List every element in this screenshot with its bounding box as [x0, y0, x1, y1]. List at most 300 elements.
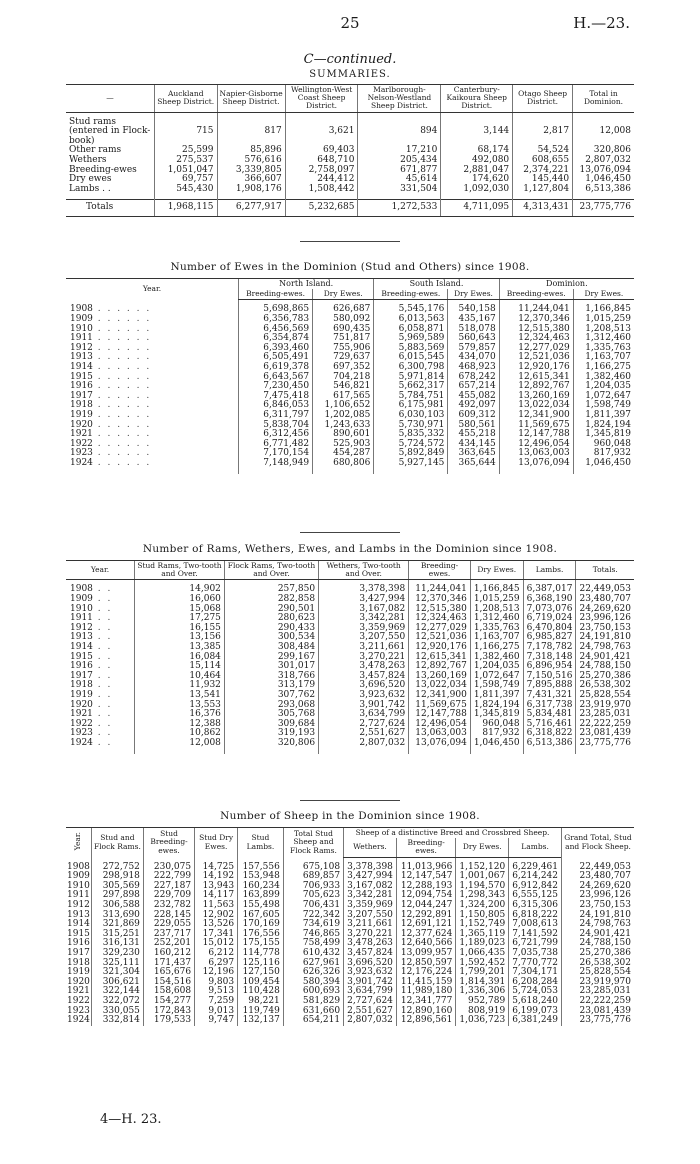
rams-value: 308,484: [224, 643, 318, 653]
summary-value: 275,537: [155, 156, 218, 166]
rams-value: 3,167,082: [319, 605, 409, 615]
year-cell: 1924 . . . . . .: [70, 457, 152, 468]
rams-value: 12,341,900: [409, 691, 471, 701]
sheep-value: 23,775,776: [562, 1016, 635, 1026]
ewes-value: 7,475,418: [239, 392, 313, 402]
sheep-value: 321,869: [91, 920, 143, 930]
ewes-value: 1,345,819: [573, 430, 634, 440]
year-cell: 1911 . .: [70, 613, 113, 624]
sheep-value: 6,818,222: [509, 911, 562, 921]
summary-value: 366,607: [217, 175, 285, 185]
rams-value: 3,427,994: [319, 595, 409, 605]
sheep-value: 6,297: [195, 959, 238, 969]
year-cell: 1919: [67, 967, 90, 978]
ewes-value: 5,835,332: [374, 430, 448, 440]
sheep-value: 746,865: [283, 930, 343, 940]
sheep-value: 1,152,120: [456, 863, 509, 873]
year-cell-text: 1913: [70, 632, 93, 643]
sheep-value: 3,696,520: [344, 959, 397, 969]
year-cell-text: 1912: [70, 342, 93, 353]
sheep-value: 3,457,824: [344, 949, 397, 959]
summary-value: 25,599: [155, 146, 218, 156]
year-cell-text: 1910: [70, 323, 93, 334]
dominion-head: Dominion.: [499, 279, 634, 290]
year-column-head: Year.: [66, 279, 239, 300]
sheep-value: 6,208,284: [509, 978, 562, 988]
grand-total-head: Grand Total, Stud and Flock Sheep.: [562, 828, 635, 858]
ewes-value: 1,598,749: [573, 401, 634, 411]
sheep-value: 1,365,119: [456, 930, 509, 940]
rams-value: 16,060: [135, 595, 225, 605]
summary-value: 244,412: [285, 175, 358, 185]
ewes-row: [66, 459, 634, 469]
rams-value: 12,008: [135, 739, 225, 749]
ewes-table-title: Number of Ewes in the Dominion (Stud and Others) since 1908.: [170, 261, 530, 273]
rams-value: 3,270,221: [319, 653, 409, 663]
north-island-head: North Island.: [239, 279, 374, 290]
year-cell: 1915: [67, 928, 90, 939]
breeding-ewes-head: Breeding-ewes.: [374, 289, 448, 300]
sheep-value: 12,044,247: [396, 901, 455, 911]
ewes-value: 434,145: [448, 440, 499, 450]
rams-value: 12,920,176: [409, 643, 471, 653]
summary-value: 17,210: [358, 146, 441, 156]
year-cell-text: 1916: [70, 381, 93, 392]
year-column-head-text: Year.: [73, 832, 83, 851]
continued-heading: C—continued.: [303, 52, 397, 67]
sheep-value: 3,923,632: [344, 968, 397, 978]
sheep-value: 228,145: [143, 911, 194, 921]
ewes-value: 1,312,460: [573, 334, 634, 344]
rams-value: 25,828,554: [576, 691, 634, 701]
rams-value: 2,727,624: [319, 720, 409, 730]
ewes-value: 5,969,589: [374, 334, 448, 344]
rams-value: 6,470,804: [523, 624, 576, 634]
ewes-value: 11,569,675: [499, 421, 573, 431]
sheep-value: 157,556: [238, 863, 284, 873]
year-cell-text: 1912: [70, 622, 93, 633]
sheep-value: 23,919,970: [562, 978, 635, 988]
year-cell: 1908 . .: [70, 584, 113, 595]
sheep-value: 581,829: [283, 997, 343, 1007]
sheep-value: 734,619: [283, 920, 343, 930]
year-cell: 1909 . . . . . .: [70, 314, 152, 324]
breeding-ewes-head: Breeding-ewes.: [239, 289, 313, 300]
ewes-value: 704,218: [313, 373, 374, 383]
year-cell-text: 1919: [70, 689, 93, 700]
rams-value: 12,147,788: [409, 710, 471, 720]
sheep-value: 154,516: [143, 978, 194, 988]
rams-value: 24,191,810: [576, 633, 634, 643]
rams-value: 13,156: [135, 633, 225, 643]
sheep-value: 706,933: [283, 882, 343, 892]
sheep-value: 675,108: [283, 863, 343, 873]
ewes-value: 1,106,652: [313, 401, 374, 411]
sheep-value: 1,189,023: [456, 939, 509, 949]
year-cell: 1920: [67, 976, 90, 987]
year-cell-text: 1919: [70, 409, 93, 420]
ewes-value: 817,932: [573, 449, 634, 459]
year-cell-text: 1918: [70, 680, 93, 691]
ewes-value: 751,817: [313, 334, 374, 344]
rams-value: 11,569,675: [409, 701, 471, 711]
rams-value: 1,312,460: [470, 614, 523, 624]
sheep-value: 12,890,160: [396, 1007, 455, 1017]
ewes-value: 435,167: [448, 315, 499, 325]
rams-value: 305,768: [224, 710, 318, 720]
sheep-value: 153,948: [238, 872, 284, 882]
sheep-value: 272,752: [91, 863, 143, 873]
year-cell: 1922 . .: [70, 718, 113, 729]
sheep-value: 11,013,966: [396, 863, 455, 873]
breed-column-head: Lambs.: [509, 838, 562, 857]
ewes-value: 455,082: [448, 392, 499, 402]
sheep-value: 7,008,613: [509, 920, 562, 930]
section-rule: [300, 532, 400, 533]
summary-value: 648,710: [285, 156, 358, 166]
sheep-value: 175,155: [238, 939, 284, 949]
sheep-value: 3,167,082: [344, 882, 397, 892]
rams-value: 24,788,150: [576, 662, 634, 672]
ewes-value: 12,920,176: [499, 363, 573, 373]
ewes-value: 12,370,346: [499, 315, 573, 325]
sheep-value: 7,770,772: [509, 959, 562, 969]
total-value: 5,232,685: [285, 200, 358, 217]
sheep-value: 5,724,053: [509, 987, 562, 997]
ewes-value: 890,601: [313, 430, 374, 440]
summary-value: 671,877: [358, 166, 441, 176]
summary-value: 205,434: [358, 156, 441, 166]
year-cell-text: 1917: [70, 670, 93, 681]
year-cell: 1924 . .: [70, 737, 113, 748]
rams-value: 24,269,620: [576, 605, 634, 615]
rams-value: 16,155: [135, 624, 225, 634]
sheep-value: 627,961: [283, 959, 343, 969]
sheep-value: 305,569: [91, 882, 143, 892]
sheep-value: 24,901,421: [562, 930, 635, 940]
rams-value: 3,634,799: [319, 710, 409, 720]
rams-value: 3,359,969: [319, 624, 409, 634]
section-rule: [300, 800, 400, 801]
sheep-value: 23,480,707: [562, 872, 635, 882]
year-cell-text: 1909: [70, 314, 93, 324]
sheep-value: 227,187: [143, 882, 194, 892]
summary-value: 1,508,442: [285, 185, 358, 195]
rams-value: 12,892,767: [409, 662, 471, 672]
ewes-value: 12,147,788: [499, 430, 573, 440]
summary-row-label: Lambs . .: [69, 183, 111, 194]
ewes-value: 5,971,814: [374, 373, 448, 383]
ewes-value: 690,435: [313, 325, 374, 335]
south-island-head: South Island.: [374, 279, 499, 290]
year-cell: 1915 . .: [70, 651, 113, 662]
summary-value: 1,092,030: [441, 185, 513, 195]
ewes-value: 5,545,176: [374, 305, 448, 315]
rams-value: 7,895,888: [523, 681, 576, 691]
sheep-value: 3,270,221: [344, 930, 397, 940]
sheep-value: 222,799: [143, 872, 194, 882]
ewes-value: 6,643,567: [239, 373, 313, 383]
ewes-value: 6,356,783: [239, 315, 313, 325]
ewes-table: [66, 278, 634, 474]
sheep-value: 3,634,799: [344, 987, 397, 997]
sheep-value: 12,377,624: [396, 930, 455, 940]
sheep-value: 7,035,738: [509, 949, 562, 959]
summary-value: 13,076,094: [573, 166, 634, 176]
sheep-value: 22,222,259: [562, 997, 635, 1007]
sheep-value: 9,747: [195, 1016, 238, 1026]
year-cell-text: 1911: [70, 333, 93, 344]
year-cell-text: 1917: [70, 390, 93, 401]
rams-value: 12,324,463: [409, 614, 471, 624]
ewes-value: 1,243,633: [313, 421, 374, 431]
sheep-value: 172,843: [143, 1007, 194, 1017]
sheep-value: 321,304: [91, 968, 143, 978]
sheep-value: 114,778: [238, 949, 284, 959]
ewes-value: 6,619,378: [239, 363, 313, 373]
ewes-value: 6,013,563: [374, 315, 448, 325]
sheep-value: 722,342: [283, 911, 343, 921]
ewes-value: 12,892,767: [499, 382, 573, 392]
ewes-value: 13,076,094: [499, 459, 573, 469]
summary-row-label: Breeding-ewes: [69, 164, 137, 175]
summary-value: 320,806: [573, 146, 634, 156]
sheep-value: 12,176,224: [396, 968, 455, 978]
rams-value: 257,850: [224, 585, 318, 595]
sheep-value: 297,898: [91, 891, 143, 901]
rams-value: 13,385: [135, 643, 225, 653]
district-column-head: Auckland Sheep District.: [155, 85, 218, 113]
summary-value: 1,046,450: [573, 175, 634, 185]
ewes-value: 1,046,450: [573, 459, 634, 469]
ewes-value: 5,724,572: [374, 440, 448, 450]
sheep-value: 7,259: [195, 997, 238, 1007]
summary-value: 45,614: [358, 175, 441, 185]
rams-value: 13,063,003: [409, 729, 471, 739]
sheep-value: 6,229,461: [509, 863, 562, 873]
summary-value: 715: [155, 118, 218, 147]
rams-row: [66, 739, 634, 749]
sheep-value: 14,117: [195, 891, 238, 901]
ewes-value: 755,906: [313, 344, 374, 354]
summary-value: 145,440: [513, 175, 573, 185]
year-cell: 1916: [67, 938, 90, 949]
summary-value: 3,339,805: [217, 166, 285, 176]
sheep-value: 12,147,547: [396, 872, 455, 882]
year-cell: 1915 . . . . . .: [70, 371, 152, 382]
rams-value: 1,072,647: [470, 672, 523, 682]
sheep-value: 1,066,435: [456, 949, 509, 959]
rams-value: 23,081,439: [576, 729, 634, 739]
sheep-value: 24,798,763: [562, 920, 635, 930]
sheep-value: 132,137: [238, 1016, 284, 1026]
sheep-value: 626,326: [283, 968, 343, 978]
summary-value: 2,374,221: [513, 166, 573, 176]
year-cell: 1923 . . . . . .: [70, 448, 152, 459]
sheep-value: 1,150,805: [456, 911, 509, 921]
sheep-value: 6,555,125: [509, 891, 562, 901]
district-column-head: Total in Dominion.: [573, 85, 634, 113]
rams-value: 2,807,032: [319, 739, 409, 749]
ewes-value: 5,730,971: [374, 421, 448, 431]
ewes-value: 12,277,029: [499, 344, 573, 354]
total-value: 1,968,115: [155, 200, 218, 217]
year-cell-text: 1913: [70, 352, 93, 363]
sheep-value: 3,901,742: [344, 978, 397, 988]
rams-value: 14,902: [135, 585, 225, 595]
summary-row-label: Other rams: [69, 145, 122, 156]
year-cell-text: 1924: [70, 457, 93, 468]
summary-value: 1,051,047: [155, 166, 218, 176]
sheep-value: 158,608: [143, 987, 194, 997]
sheep-value: 689,857: [283, 872, 343, 882]
rams-value: 26,538,302: [576, 681, 634, 691]
summary-value: 576,616: [217, 156, 285, 166]
sheep-value: 252,201: [143, 939, 194, 949]
rams-value: 6,719,024: [523, 614, 576, 624]
ewes-value: 6,311,797: [239, 411, 313, 421]
total-value: 23,775,776: [573, 200, 634, 217]
stud-column-head: Stud Breeding-ewes.: [143, 828, 194, 858]
summary-value: 69,757: [155, 175, 218, 185]
rams-value: 7,318,148: [523, 653, 576, 663]
sheep-value: 110,428: [238, 987, 284, 997]
sheep-value: 23,750,153: [562, 901, 635, 911]
rams-value: 12,615,341: [409, 653, 471, 663]
ewes-value: 5,698,865: [239, 305, 313, 315]
sheep-value: 631,660: [283, 1007, 343, 1017]
breed-group-head: Sheep of a distinctive Breed and Crossbred Sheep.: [344, 828, 562, 839]
rams-value: 15,114: [135, 662, 225, 672]
sheep-value: 12,850,597: [396, 959, 455, 969]
sheep-value: 2,727,624: [344, 997, 397, 1007]
sheep-value: 23,081,439: [562, 1007, 635, 1017]
sheep-value: 171,437: [143, 959, 194, 969]
ewes-value: 657,214: [448, 382, 499, 392]
ewes-value: 6,300,798: [374, 363, 448, 373]
ewes-value: 1,166,845: [573, 305, 634, 315]
ewes-value: 6,058,871: [374, 325, 448, 335]
sheep-value: 12,902: [195, 911, 238, 921]
sheep-value: 706,431: [283, 901, 343, 911]
sheep-value: 6,315,306: [509, 901, 562, 911]
rams-column-head: Lambs.: [523, 561, 576, 580]
rams-value: 16,084: [135, 653, 225, 663]
year-cell: 1917 . .: [70, 670, 113, 681]
dry-ewes-head: Dry Ewes.: [313, 289, 374, 300]
sheep-value: 1,298,343: [456, 891, 509, 901]
document-reference: H.—23.: [573, 14, 630, 32]
ewes-value: 365,644: [448, 459, 499, 469]
stud-column-head: Stud and Flock Rams.: [91, 828, 143, 858]
sheep-value: 600,693: [283, 987, 343, 997]
rams-value: 24,901,421: [576, 653, 634, 663]
sheep-value: 306,621: [91, 978, 143, 988]
ewes-value: 7,230,450: [239, 382, 313, 392]
ewes-value: 12,615,341: [499, 373, 573, 383]
rams-value: 1,811,397: [470, 691, 523, 701]
rams-value: 1,046,450: [470, 739, 523, 749]
ewes-value: 5,892,849: [374, 449, 448, 459]
year-cell: 1922: [67, 995, 90, 1006]
rams-value: 24,798,763: [576, 643, 634, 653]
rams-value: 23,919,970: [576, 701, 634, 711]
year-cell: 1924: [67, 1015, 90, 1026]
rams-value: 12,521,036: [409, 633, 471, 643]
sheep-value: 6,199,073: [509, 1007, 562, 1017]
year-cell: 1908 . . . . . .: [70, 304, 152, 315]
year-cell: 1912 . . . . . .: [70, 342, 152, 353]
rams-value: 12,277,029: [409, 624, 471, 634]
year-cell-text: 1909: [70, 594, 93, 604]
ewes-value: 1,166,275: [573, 363, 634, 373]
ewes-value: 1,382,460: [573, 373, 634, 383]
summary-value: 2,758,097: [285, 166, 358, 176]
sheep-value: 24,191,810: [562, 911, 635, 921]
sheep-value: 179,533: [143, 1016, 194, 1026]
year-cell: 1922 . . . . . .: [70, 438, 152, 449]
sheep-table-title: Number of Sheep in the Dominion since 1908.: [220, 810, 480, 822]
page-number: 25: [340, 14, 360, 32]
year-cell: 1914: [67, 919, 90, 930]
ewes-value: 6,771,482: [239, 440, 313, 450]
sheep-value: 12,896,561: [396, 1016, 455, 1026]
sheep-value: 14,725: [195, 863, 238, 873]
summary-totals-row: [66, 200, 634, 217]
sheep-value: 12,640,566: [396, 939, 455, 949]
sheep-value: 298,918: [91, 872, 143, 882]
rams-value: 282,858: [224, 595, 318, 605]
sheep-value: 109,454: [238, 978, 284, 988]
ewes-value: 1,204,035: [573, 382, 634, 392]
ewes-value: 1,163,707: [573, 353, 634, 363]
rams-value: 1,166,275: [470, 643, 523, 653]
sheep-value: 705,623: [283, 891, 343, 901]
rams-value: 13,553: [135, 701, 225, 711]
district-column-head: Otago Sheep District.: [513, 85, 573, 113]
sheep-value: 1,036,723: [456, 1016, 509, 1026]
rams-value: 12,496,054: [409, 720, 471, 730]
rams-value: 301,017: [224, 662, 318, 672]
ewes-value: 7,148,949: [239, 459, 313, 469]
sheep-value: 11,415,159: [396, 978, 455, 988]
rams-value: 22,449,053: [576, 585, 634, 595]
rams-value: 290,501: [224, 605, 318, 615]
ewes-value: 6,015,545: [374, 353, 448, 363]
ewes-value: 455,218: [448, 430, 499, 440]
ewes-value: 540,158: [448, 305, 499, 315]
rams-value: 3,207,550: [319, 633, 409, 643]
sheep-value: 12,292,891: [396, 911, 455, 921]
sheep-value: 610,432: [283, 949, 343, 959]
ewes-value: 6,846,053: [239, 401, 313, 411]
sheep-value: 11,989,180: [396, 987, 455, 997]
sheep-value: 1,324,200: [456, 901, 509, 911]
rams-value: 3,342,281: [319, 614, 409, 624]
sheep-value: 2,807,032: [344, 1016, 397, 1026]
rams-value: 6,513,386: [523, 739, 576, 749]
rams-value: 1,015,259: [470, 595, 523, 605]
sheep-value: 6,381,249: [509, 1016, 562, 1026]
ewes-value: 609,312: [448, 411, 499, 421]
sheep-value: 316,131: [91, 939, 143, 949]
summary-value: 6,513,386: [573, 185, 634, 195]
sheep-value: 24,788,150: [562, 939, 635, 949]
year-cell-text: 1908: [70, 304, 93, 315]
rams-value: 5,834,481: [523, 710, 576, 720]
summaries-table: [66, 84, 634, 217]
ewes-value: 5,927,145: [374, 459, 448, 469]
